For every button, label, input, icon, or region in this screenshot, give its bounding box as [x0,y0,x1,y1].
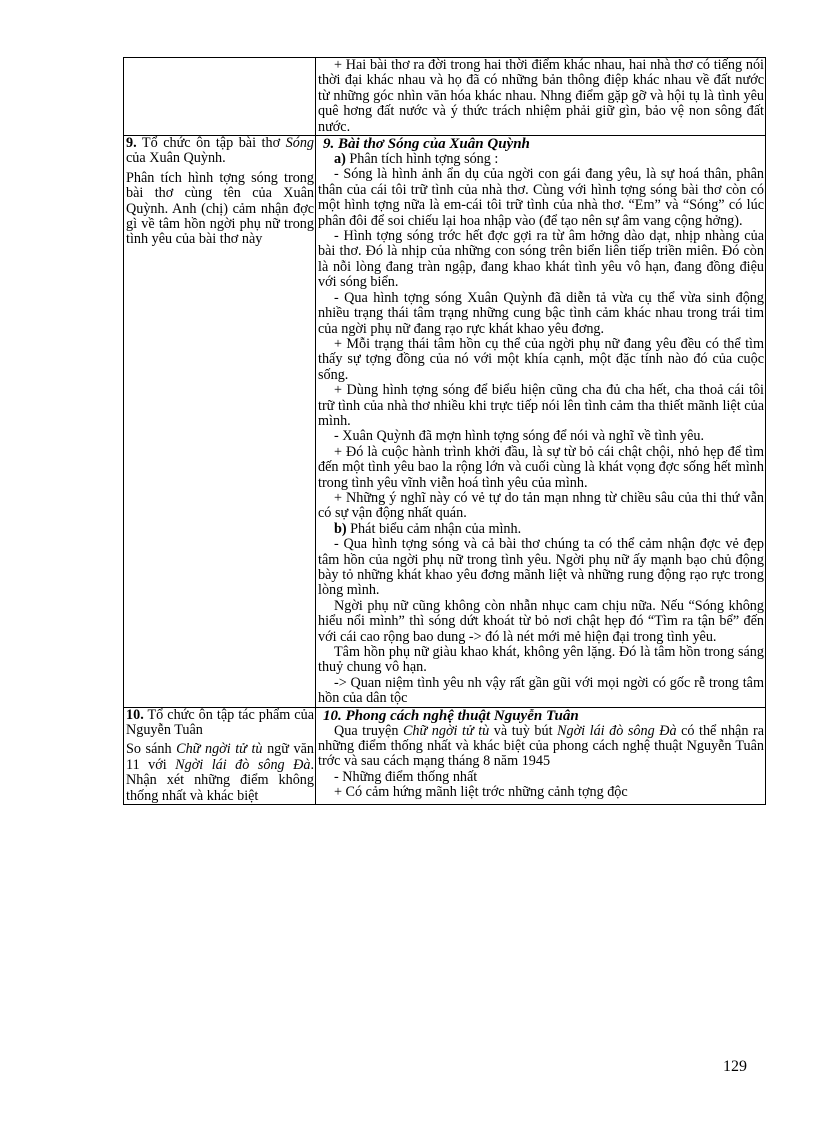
task-10-question: So sánh Chữ ngời tử tù ngữ văn 11 với Ngời lái đò sông Đà. Nhận xét những điểm không thống nhất và khác biệt [126,741,315,804]
section-heading: 9. Bài thơ Sóng của Xuân Quỳnh [323,136,530,153]
page-number: 129 [723,1058,747,1075]
task-number: 10. [126,706,144,723]
paragraph: - Sóng là hình ảnh ẩn dụ của ngời con gái đang yêu, là sự hoá thân, phân thân của cái tôi trữ tình của nhà thơ. Cùng với hình tợng sóng bài thơ còn có một hình tợng nữa là em-cái tôi trữ tình của nhà thơ. “Em” và “Sóng” có lúc phân đôi để soi chiếu lại hoa nhập vào (để tạo nên sự âm vang cộng hởng). [318,166,764,229]
paragraph: - Qua hình tợng sóng và cả bài thơ chúng ta có thể cảm nhận đợc vẻ đẹp tâm hồn của ngời phụ nữ trong tình yêu. Ngời phụ nữ ấy mạnh bạo chủ động bày tỏ những khát khao yêu đơng mãnh liệt và những rung động rạo rực trong lòng mình. [318,536,764,599]
left-cell [124,58,316,136]
paragraph: Qua truyện Chữ ngời tử tù và tuỳ bút Ngời lái đò sông Đà có thể nhận ra những điểm thống nhất và khác biệt của phong cách nghệ thuật Nguyễn Tuân trớc và sau cách mạng tháng 8 năm 1945 [318,722,764,770]
task-9-intro: 9. Tổ chức ôn tập bài thơ Sóng của Xuân Quỳnh. [126,135,315,167]
paragraph: + Dùng hình tợng sóng để biểu hiện cũng cha đủ cha hết, cha thoả cái tôi trữ tình của nhà thơ nhiều khi trực tiếp nói lên tình cảm tha thiết mãnh liệt của mình. [318,382,764,429]
paragraph: Ngời phụ nữ cũng không còn nhẫn nhục cam chịu nữa. Nếu “Sóng không hiểu nổi mình” thì sóng dứt khoát từ bỏ nơi chật hẹp đó “Tìm ra tận bể” đến với cái cao rộng bao dung -> đó là nét mới mẻ hiện đại trong tình yêu. [318,597,764,645]
right-cell [316,58,766,136]
work-title: Sóng [285,135,315,152]
section-heading: 10. Phong cách nghệ thuật Nguyễn Tuân [323,707,579,724]
paragraph: Tâm hồn phụ nữ giàu khao khát, không yên lặng. Đó là tâm hồn trong sáng thuỷ chung vô hạn. [318,644,764,676]
table-row [124,136,766,708]
paragraph: + Có cảm hứng mãnh liệt trớc những cảnh tợng độc [334,784,628,801]
paragraph: - Qua hình tợng sóng Xuân Quỳnh đã diễn tả vừa cụ thể vừa sinh động nhiều trạng thái tâm trạng những cung bậc tình cảm khác nhau trong trái tim của ngời phụ nữ đang rạo rực khát khao yêu đơng. [318,289,764,337]
paragraph: - Hình tợng sóng trớc hết đợc gợi ra từ âm hởng dào dạt, nhịp nhàng của bài thơ. Đó là nhịp của những con sóng trên biển liên tiếp triền miên. Đó còn là nỗi lòng đang tràn ngập, đang khao khát tình yêu vô hạn, đang đồng điệu với sóng biển. [318,228,764,291]
task-9-question: Phân tích hình tợng sóng trong bài thơ cùng tên của Xuân Quỳnh. Anh (chị) cảm nhận đợc gì về tâm hồn ngời phụ nữ trong tình yêu của bài thơ này [126,169,314,248]
left-cell [124,707,316,804]
subheading-b: b) Phát biểu cảm nhận của mình. [334,520,522,537]
paragraph: + Những ý nghĩ này có vẻ tự do tản mạn nhng từ chiều sâu của thi thứ vẫn có sự vận động nhất quán. [318,489,764,522]
right-cell [316,707,766,804]
table-row [124,58,766,136]
paragraph: - Những điểm thống nhất [334,768,478,785]
table-row [124,707,766,804]
task-number: 9. [126,135,137,152]
paragraph: + Đó là cuộc hành trình khởi đầu, là sự từ bỏ cái chật chội, nhỏ hẹp để tìm đến một tình yêu bao la rộng lớn và cuối cùng là khát vọng đợc sống hết mình trong tình yêu vĩnh viễn hoá tình yêu của mình. [318,443,764,491]
subheading-a: a) Phân tích hình tợng sóng : [334,151,499,168]
paragraph: - Xuân Quỳnh đã mợn hình tợng sóng để nói và nghĩ về tình yêu. [334,428,705,445]
left-cell [124,136,316,708]
paragraph: + Hai bài thơ ra đời trong hai thời điểm khác nhau, hai nhà thơ có tiếng nói thời đại khác nhau và họ đã có những bản thông điệp khác nhau về đất nước từ những góc nhìn văn hóa khác nhau. Nhng điểm gặp gỡ và hội tụ là tình yêu quê hơng đất nước và ý thức trách nhiệm phải giữ gìn, bảo vệ non sông đất nước. [318,57,764,135]
paragraph: + Mỗi trạng thái tâm hồn cụ thể của ngời phụ nữ đang yêu đều có thể tìm thấy sự tợng đồng của nó với một khía cạnh, một đặc tính nào đó của cuộc sống. [318,335,764,383]
lesson-table [123,57,766,805]
paragraph: -> Quan niệm tình yêu nh vậy rất gần gũi với mọi ngời có gốc rễ trong tâm hồn của dân tộc [318,674,764,707]
task-10-intro: 10. Tổ chức ôn tập tác phẩm của Nguyễn Tuân [126,706,314,739]
right-cell [316,136,766,708]
